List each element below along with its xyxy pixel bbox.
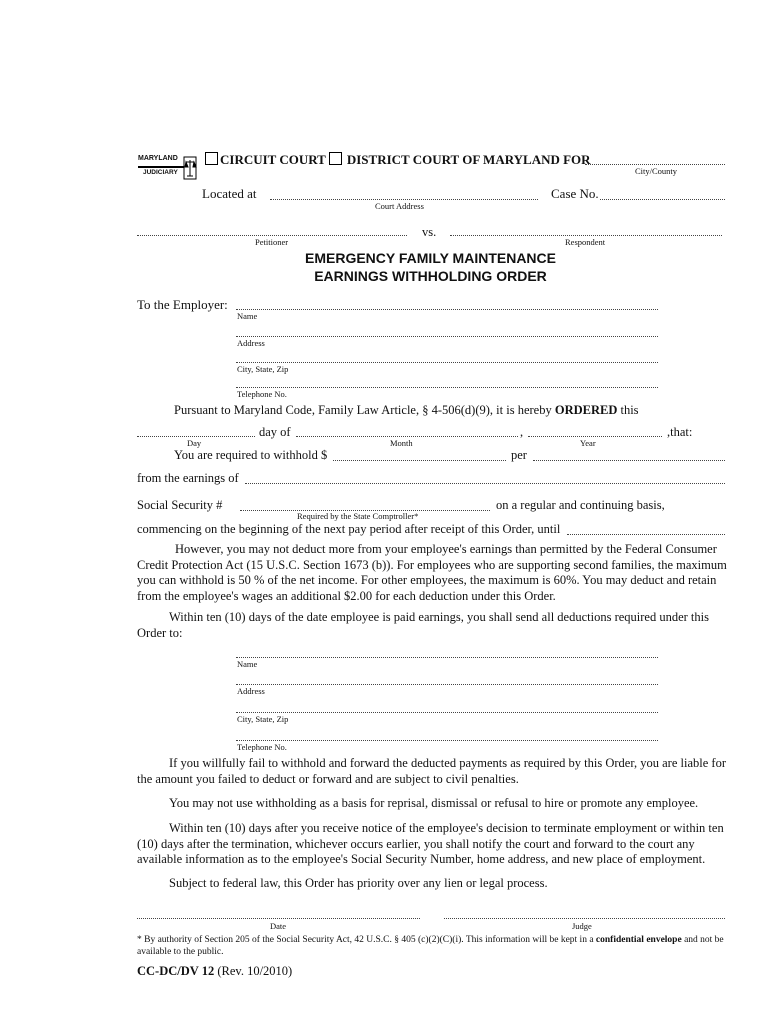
- court-address-caption: Court Address: [375, 201, 424, 211]
- footnote-text: * By authority of Section 205 of the Social Security Act, 42 U.S.C. § 405 (c)(2)(C)(i). This information will be kept in a: [137, 935, 594, 945]
- employer-phone-field[interactable]: [236, 387, 658, 388]
- day-caption: Day: [187, 438, 202, 448]
- recipient-phone-field[interactable]: [236, 740, 658, 741]
- circuit-court-checkbox[interactable]: [205, 152, 218, 165]
- recipient-name-caption: Name: [237, 659, 258, 669]
- employer-city-caption: City, State, Zip: [237, 364, 289, 374]
- logo-bottom-text: JUDICIARY: [143, 169, 178, 176]
- withhold-amount-field[interactable]: [333, 460, 506, 461]
- logo-top-text: MARYLAND: [138, 155, 178, 162]
- date-comma: ,: [520, 425, 524, 439]
- ssn-caption: Required by the State Comptroller*: [297, 511, 419, 521]
- pursuant-this: this: [620, 403, 639, 417]
- regular-basis-text: on a regular and continuing basis,: [496, 498, 665, 512]
- court-selection-line: [205, 152, 591, 168]
- respondent-caption: Respondent: [565, 237, 606, 247]
- judge-caption: Judge: [572, 921, 592, 931]
- city-county-field[interactable]: [585, 164, 725, 165]
- withhold-label: You are required to withhold $: [174, 448, 328, 462]
- logo-bar: [138, 166, 184, 168]
- scales-emblem-icon: [183, 156, 197, 180]
- withhold-period-field[interactable]: [533, 460, 725, 461]
- document-title-line1: EMERGENCY FAMILY MAINTENANCE: [305, 250, 556, 266]
- form-revision: (Rev. 10/2010): [217, 964, 293, 978]
- year-field[interactable]: [528, 436, 662, 437]
- employer-name-caption: Name: [237, 311, 258, 321]
- recipient-phone-caption: Telephone No.: [237, 742, 287, 752]
- circuit-court-label: CIRCUIT COURT: [220, 152, 326, 167]
- priority-paragraph: Subject to federal law, this Order has priority over any lien or legal process.: [169, 876, 548, 890]
- footnote: [137, 935, 727, 958]
- month-field[interactable]: [296, 436, 518, 437]
- case-no-label: Case No.: [551, 186, 599, 201]
- form-number-code: CC-DC/DV 12: [137, 964, 215, 978]
- footnote-bold: confidential envelope: [595, 935, 682, 945]
- day-of-label: day of: [259, 425, 291, 439]
- willfully-paragraph: If you willfully fail to withhold and forward the deducted payments as required by this Order, you are liable for the amount you failed to deduct or forward and are subject to civil penalties.: [137, 756, 726, 786]
- located-at-label: Located at: [202, 186, 257, 201]
- pursuant-line: [174, 403, 639, 418]
- until-field[interactable]: [567, 534, 725, 535]
- petitioner-caption: Petitioner: [255, 237, 289, 247]
- ordered-text: ORDERED: [554, 403, 618, 417]
- month-caption: Month: [390, 438, 413, 448]
- recipient-city-field[interactable]: [236, 712, 658, 713]
- employer-name-field[interactable]: [236, 309, 658, 310]
- ssn-label: Social Security #: [137, 498, 223, 512]
- employer-city-field[interactable]: [236, 362, 658, 363]
- per-label: per: [511, 448, 527, 462]
- however-paragraph: However, you may not deduct more from your employee's earnings than permitted by the Federal Consumer Credit Protection Act (15 U.S.C. Section 1673 (b)). For employees who are supporting second families, the maximum you can withhold is 50 % of the net income. For other employees, the maximum is 60%. You may deduct and retain from the employee's wages an additional $2.00 for each deduction under this Order.: [137, 542, 727, 603]
- maryland-judiciary-logo: [138, 155, 200, 183]
- footnote-post: and not be available to the public.: [137, 935, 724, 957]
- terminate-paragraph: Within ten (10) days after you receive notice of the employee's decision to terminate employment or within ten (10) days after the termination, whichever occurs earlier, you shall notify the court and forward to the court any available information as to the employee's Social Security Number, home address, and new place of employment.: [137, 821, 724, 866]
- recipient-name-field[interactable]: [236, 657, 658, 658]
- pursuant-text: Pursuant to Maryland Code, Family Law Article, § 4-506(d)(9), it is hereby: [174, 403, 552, 417]
- day-field[interactable]: [137, 436, 255, 437]
- reprisal-paragraph: You may not use withholding as a basis for reprisal, dismissal or refusal to hire or promote any employee.: [169, 796, 699, 810]
- date-signature-field[interactable]: [137, 918, 420, 919]
- recipient-city-caption: City, State, Zip: [237, 714, 289, 724]
- employer-phone-caption: Telephone No.: [237, 389, 287, 399]
- employee-name-field[interactable]: [245, 483, 725, 484]
- district-court-checkbox[interactable]: [329, 152, 342, 165]
- city-county-caption: City/County: [635, 166, 678, 176]
- document-title-line2: EARNINGS WITHHOLDING ORDER: [314, 268, 547, 284]
- that-label: ,that:: [667, 425, 693, 439]
- recipient-address-field[interactable]: [236, 684, 658, 685]
- case-no-field[interactable]: [600, 199, 725, 200]
- court-address-field[interactable]: [270, 199, 538, 200]
- vs-label: vs.: [422, 225, 437, 239]
- respondent-field[interactable]: [450, 235, 722, 236]
- employer-address-caption: Address: [237, 338, 265, 348]
- recipient-address-caption: Address: [237, 686, 265, 696]
- employer-label: To the Employer:: [137, 297, 228, 312]
- form-number: [137, 964, 292, 979]
- district-court-label: DISTRICT COURT OF MARYLAND FOR: [346, 152, 591, 167]
- commencing-text: commencing on the beginning of the next pay period after receipt of this Order, until: [137, 522, 561, 536]
- earnings-of-label: from the earnings of: [137, 471, 239, 485]
- petitioner-field[interactable]: [137, 235, 407, 236]
- year-caption: Year: [580, 438, 596, 448]
- date-caption: Date: [270, 921, 287, 931]
- employer-address-field[interactable]: [236, 336, 658, 337]
- judge-signature-field[interactable]: [444, 918, 725, 919]
- within-paragraph: Within ten (10) days of the date employee is paid earnings, you shall send all deductions required under this Order to:: [137, 610, 709, 640]
